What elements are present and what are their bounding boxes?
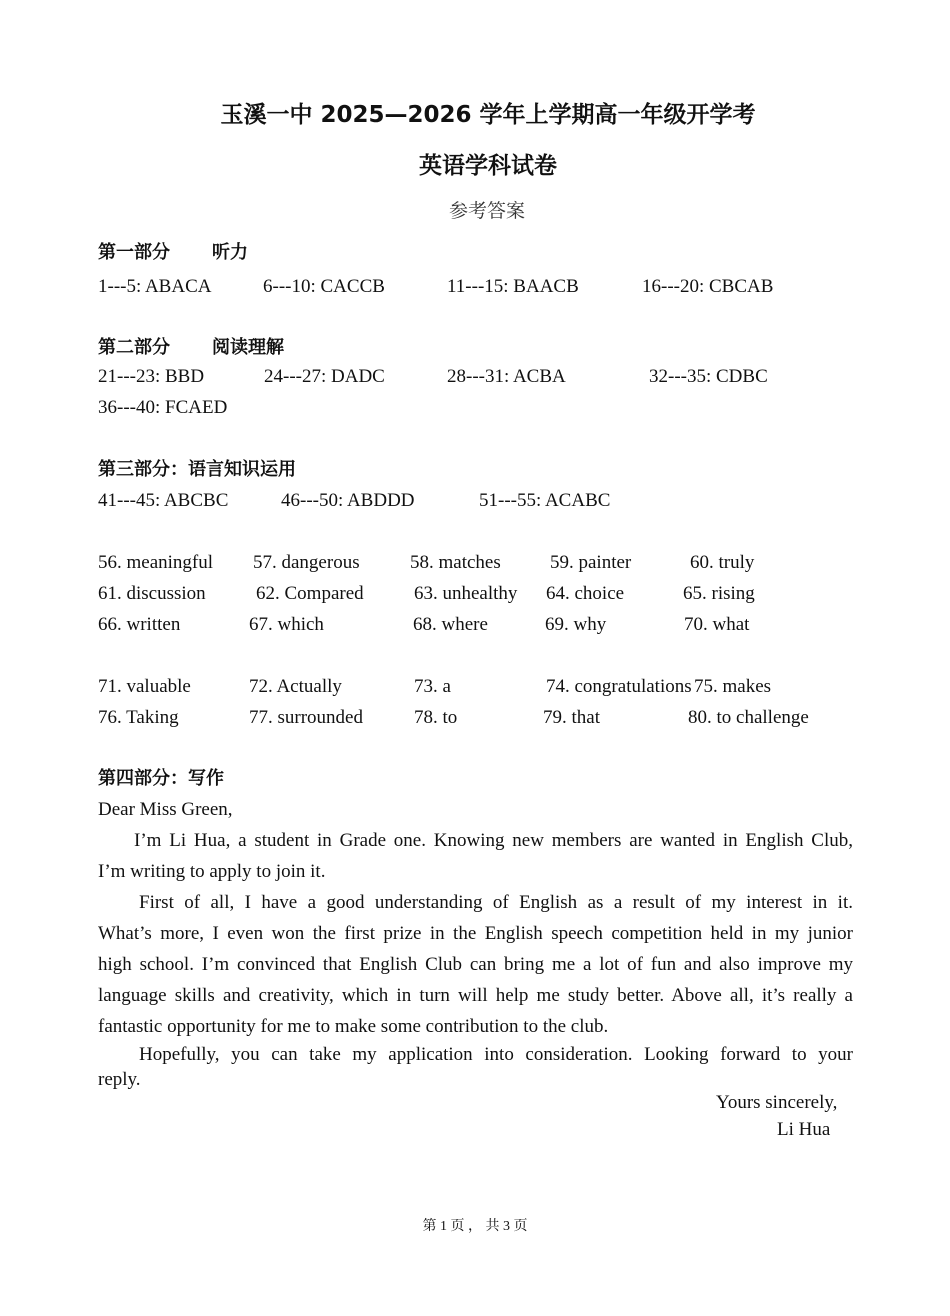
fill-answer: 78. to — [414, 707, 458, 728]
fill-answer: 76. Taking — [98, 707, 179, 728]
letter-closing: Yours sincerely, — [716, 1092, 838, 1113]
fill-answer: 66. written — [98, 614, 181, 635]
fill-answer: 62. Compared — [256, 583, 364, 604]
part2-heading: 第二部分 — [98, 337, 170, 358]
fill-answer: 77. surrounded — [249, 707, 363, 728]
fill-answer: 56. meaningful — [98, 552, 214, 573]
fill-answer: 75. makes — [694, 676, 772, 697]
part2-heading-topic: 阅读理解 — [212, 337, 284, 358]
part3-heading: 第三部分：语言知识运用 — [98, 459, 296, 480]
answer-group: 28---31: ACBA — [447, 366, 566, 387]
page-title: 玉溪一中 2025—2026 学年上学期高一年级开学考 — [220, 102, 756, 128]
essay-line: reply. — [98, 1069, 141, 1090]
fill-answer: 80. to challenge — [688, 707, 809, 728]
page-footer: 第 1 页 ， 共 3 页 — [422, 1219, 528, 1234]
fill-answer: 65. rising — [683, 583, 755, 604]
fill-answer: 61. discussion — [98, 583, 206, 604]
essay-line: language skills and creativity, which in turn will help me study better. Above all, it’s really a — [98, 985, 853, 1006]
fill-answer: 74. congratulations — [546, 676, 692, 697]
answer-group: 11---15: BAACB — [447, 276, 579, 297]
answer-group: 32---35: CDBC — [649, 366, 768, 387]
answer-group: 1---5: ABACA — [98, 276, 212, 297]
answer-group: 24---27: DADC — [264, 366, 385, 387]
fill-answer: 60. truly — [690, 552, 755, 573]
essay-line: Hopefully, you can take my application into consideration. Looking forward to your — [139, 1044, 853, 1065]
answer-group: 51---55: ACABC — [479, 490, 611, 511]
fill-answer: 71. valuable — [98, 676, 191, 697]
fill-answer: 67. which — [249, 614, 324, 635]
answer-group: 41---45: ABCBC — [98, 490, 229, 511]
part1-heading-topic: 听力 — [212, 242, 248, 263]
fill-answer: 72. Actually — [249, 676, 342, 697]
fill-answer: 63. unhealthy — [414, 583, 518, 604]
page-subtitle: 英语学科试卷 — [419, 153, 557, 179]
answer-group: 36---40: FCAED — [98, 397, 228, 418]
essay-line: I’m writing to apply to join it. — [98, 861, 326, 882]
letter-signature: Li Hua — [777, 1119, 831, 1140]
letter-salutation: Dear Miss Green, — [98, 799, 233, 820]
answer-group: 6---10: CACCB — [263, 276, 385, 297]
fill-answer: 59. painter — [550, 552, 632, 573]
answer-group: 21---23: BBD — [98, 366, 205, 387]
fill-answer: 69. why — [545, 614, 607, 635]
essay-line: What’s more, I even won the first prize in the English speech competition held in my junior — [98, 923, 853, 944]
essay-line: fantastic opportunity for me to make some contribution to the club. — [98, 1016, 609, 1037]
answer-group: 16---20: CBCAB — [642, 276, 774, 297]
fill-answer: 57. dangerous — [253, 552, 360, 573]
part1-heading: 第一部分 — [98, 242, 170, 263]
fill-answer: 70. what — [684, 614, 750, 635]
fill-answer: 79. that — [543, 707, 600, 728]
answer-group: 46---50: ABDDD — [281, 490, 415, 511]
fill-answer: 73. a — [414, 676, 451, 697]
essay-line: high school. I’m convinced that English Club can bring me a lot of fun and also improve my — [98, 954, 853, 975]
doc-label: 参考答案 — [448, 201, 525, 222]
fill-answer: 58. matches — [410, 552, 501, 573]
part4-heading: 第四部分：写作 — [98, 768, 224, 789]
essay-line: First of all, I have a good understanding of English as a result of my interest in it. — [139, 892, 853, 913]
essay-line: I’m Li Hua, a student in Grade one. Knowing new members are wanted in English Club, — [134, 830, 853, 851]
fill-answer: 64. choice — [546, 583, 625, 604]
fill-answer: 68. where — [413, 614, 488, 635]
